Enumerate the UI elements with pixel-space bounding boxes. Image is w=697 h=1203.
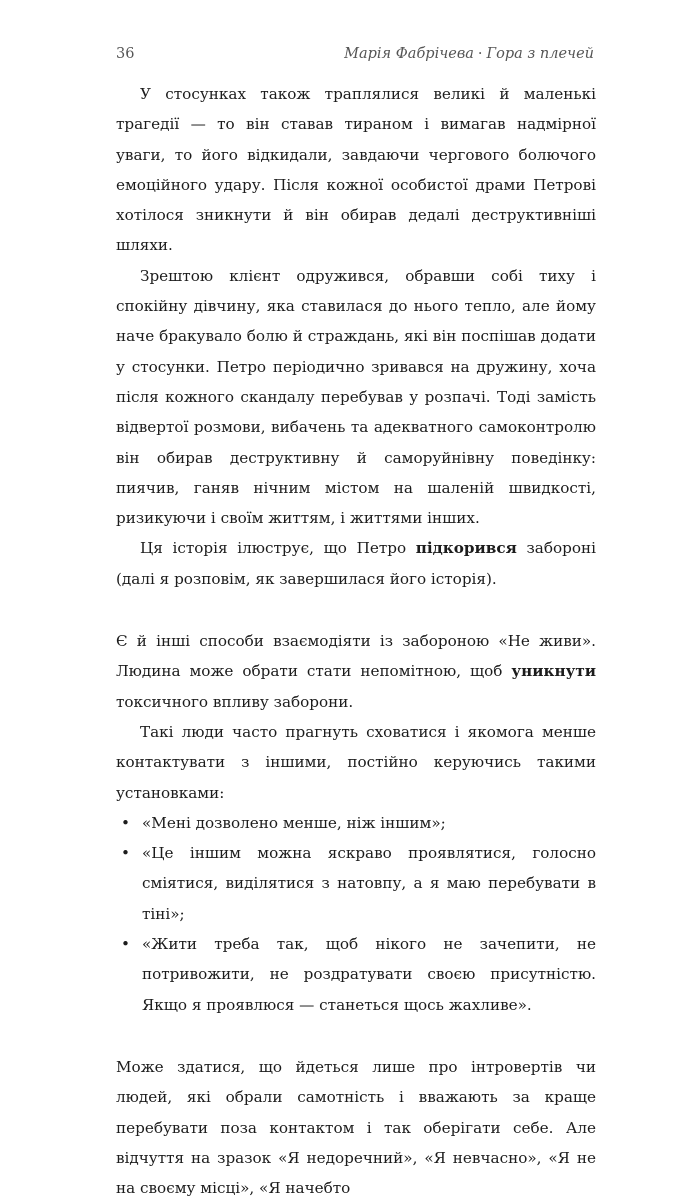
- paragraph-3-text-b: забороні (далі я розповім, як завершилася його історія).: [116, 539, 596, 588]
- paragraph-3: [116, 533, 596, 594]
- list-item: [116, 838, 596, 929]
- header-separator: ·: [477, 46, 483, 62]
- body-text: [116, 79, 596, 1203]
- list-item: [116, 808, 596, 838]
- bullet-marker: •: [121, 844, 130, 863]
- paragraph-6: Може здатися, що йдеться лише про інтровертів чи людей, які обрали самотність і вважають за краще перебувати поза контактом і так оберігати себе. Але відчуття на зразок «Я недоречний», «Я невчасно», «Я не на своєму місці», «Я начебто: [116, 1057, 596, 1198]
- header-book-title: Гора з плечей: [486, 46, 594, 62]
- paragraph-4: [116, 626, 596, 717]
- paragraph-4-text-a: Є й інші способи взаємодіяти із забороною «Не живи». Людина може обрати стати непомітною, щоб: [116, 632, 596, 681]
- paragraph-4-text-b: токсичного впливу заборони.: [116, 692, 354, 711]
- paragraph-4-emphasis: уникнути: [511, 662, 596, 681]
- bullet-list: [116, 808, 596, 1020]
- bullet-marker: •: [121, 935, 130, 954]
- paragraph-2: Зрештою клієнт одружився, обравши собі тиху і спокійну дівчину, яка ставилася до нього тепло, але йому наче бракувало болю й страждань, які він поспішав додати у стосунки. Петро періодично зривався на дружину, хоча після кожного скандалу перебував у розпачі. Тоді замість відвертої розмови, вибачень та адекватного самоконтролю він обирав деструктивну й саморуйнівну поведінку: пиячив, ганяв нічним містом на шаленій швидкості, ризикуючи і своїм життям, і життями інших.: [116, 266, 596, 528]
- bullet-marker: •: [121, 813, 130, 832]
- header-author: Марія Фабрічева: [344, 46, 474, 62]
- list-item-text: «Мені дозволено менше, ніж іншим»;: [142, 813, 446, 832]
- list-item-text: «Це іншим можна яскраво проявлятися, голосно сміятися, виділятися з натовпу, а я маю перебувати в тіні»;: [142, 844, 596, 923]
- header-author-title: [344, 46, 594, 62]
- list-item-text: «Жити треба так, щоб нікого не зачепити, не потривожити, не роздратувати своєю присутністю. Якщо я проявлюся — станеться щось жахливе».: [142, 935, 596, 1014]
- paragraph-5: Такі люди часто прагнуть сховатися і якомога менше контактувати з іншими, постійно керуючись такими установками:: [116, 722, 596, 802]
- paragraph-1: У стосунках також траплялися великі й маленькі трагедії — то він ставав тираном і вимагав надмірної уваги, то його відкидали, завдаючи чергового болючого емоційного удару. Після кожної особистої драми Петрові хотілося зникнути й він обирав дедалі деструктивніші шляхи.: [116, 85, 596, 255]
- paragraph-3-emphasis: підкорився: [415, 539, 517, 558]
- running-header: [116, 46, 594, 70]
- paragraph-3-text-a: Ця історія ілюструє, що Петро: [140, 539, 416, 558]
- page-number: 36: [116, 46, 135, 62]
- list-item: [116, 929, 596, 1020]
